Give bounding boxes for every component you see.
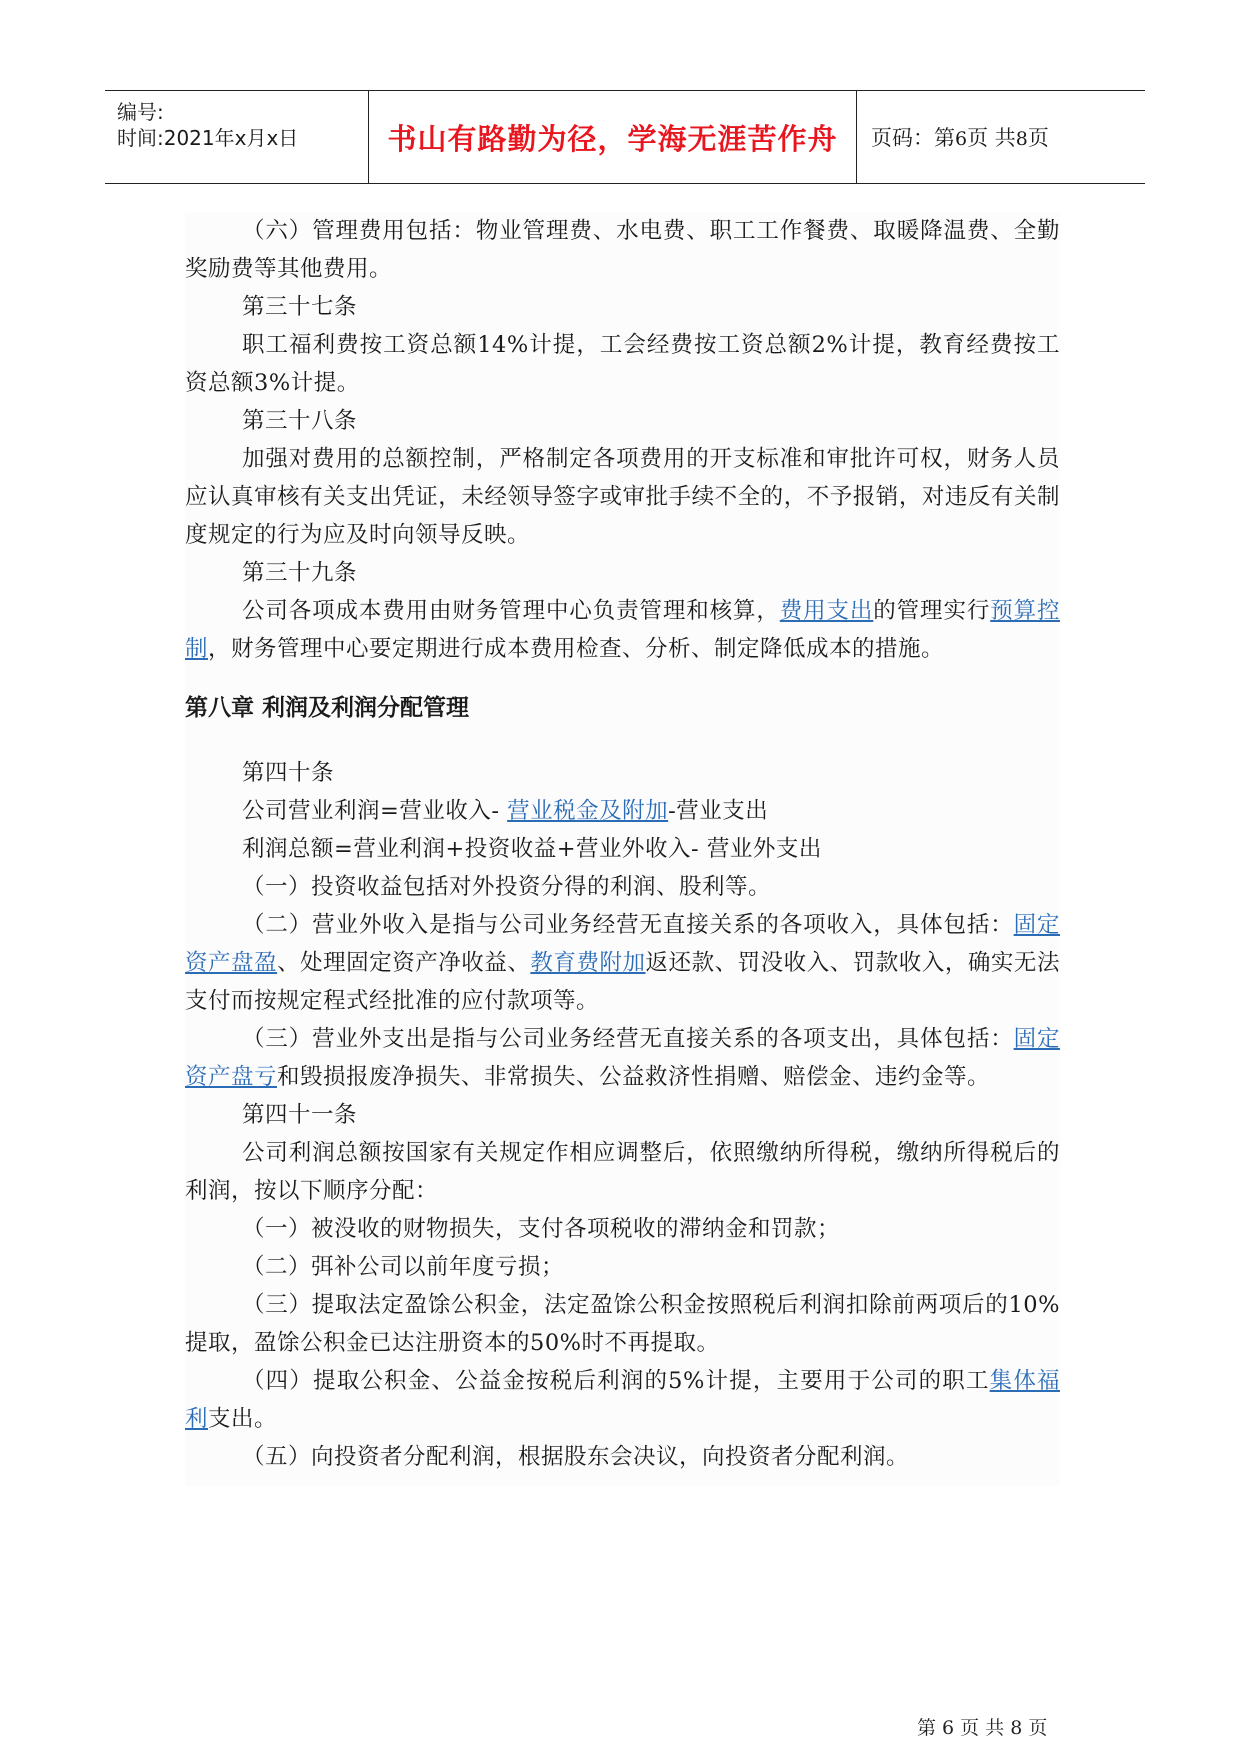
header-page-suffix: 页 xyxy=(1027,126,1049,150)
text-span: -营业支出 xyxy=(668,798,769,824)
paragraph: （一）投资收益包括对外投资分得的利润、股利等。 xyxy=(242,874,772,900)
header-page-mid: 页 共 xyxy=(967,126,1016,150)
link-fixed-asset-loss[interactable]: 固定资产盘亏 xyxy=(185,1026,1060,1090)
text-span: 支出。 xyxy=(208,1406,278,1432)
header-page-cell xyxy=(857,91,1145,183)
header-page-label xyxy=(857,122,1049,152)
header-motto: 书山有路勤为径，学海无涯苦作舟 xyxy=(387,121,838,156)
paragraph: 职工福利费按工资总额14%计提，工会经费按工资总额2%计提，教育经费按工资总额3%计提。 xyxy=(185,332,1060,396)
article-heading: 第三十九条 xyxy=(242,560,358,586)
article-heading: 第四十条 xyxy=(242,760,335,786)
link-fixed-asset-surplus[interactable]: 固定资产盘盈 xyxy=(185,912,1060,976)
paragraph: （五）向投资者分配利润，根据股东会决议，向投资者分配利润。 xyxy=(242,1444,910,1470)
text-span: 的管理实行 xyxy=(873,598,991,624)
document-body xyxy=(185,212,1060,1486)
link-business-tax[interactable]: 营业税金及附加 xyxy=(507,798,669,824)
paragraph xyxy=(185,1020,1060,1096)
link-budget-control[interactable]: 预算控制 xyxy=(185,598,1060,662)
page-footer: 第 6 页 共 8 页 xyxy=(917,1717,1048,1739)
paragraph xyxy=(185,906,1060,1020)
article-heading: 第三十八条 xyxy=(242,408,358,434)
link-collective-welfare[interactable]: 集体福利 xyxy=(185,1368,1060,1432)
text-span: 、处理固定资产净收益、 xyxy=(277,950,531,976)
text-span: （二）营业外收入是指与公司业务经营无直接关系的各项收入，具体包括： xyxy=(242,912,1014,938)
paragraph xyxy=(185,1362,1060,1438)
link-education-surcharge[interactable]: 教育费附加 xyxy=(530,950,646,976)
header-number-label: 编号: xyxy=(117,100,164,124)
text-span: （四）提取公积金、公益金按税后利润的5%计提，主要用于公司的职工 xyxy=(242,1368,990,1394)
text-span: 公司各项成本费用由财务管理中心负责管理和核算， xyxy=(242,598,780,624)
paragraph xyxy=(185,792,1060,830)
paragraph xyxy=(185,592,1060,668)
chapter-title: 第八章 利润及利润分配管理 xyxy=(185,695,470,721)
document-header xyxy=(105,90,1145,184)
text-span: 公司营业利润=营业收入- xyxy=(242,798,508,824)
paragraph: （二）弭补公司以前年度亏损； xyxy=(242,1254,565,1280)
article-heading: 第三十七条 xyxy=(242,294,358,320)
paragraph: （一）被没收的财物损失，支付各项税收的滞纳金和罚款； xyxy=(242,1216,841,1242)
paragraph: 利润总额=营业利润+投资收益+营业外收入- 营业外支出 xyxy=(242,836,822,862)
text-span: 和毁损报废净损失、非常损失、公益救济性捐赠、赔偿金、违约金等。 xyxy=(277,1064,991,1090)
paragraph: （六）管理费用包括：物业管理费、水电费、职工工作餐费、取暖降温费、全勤奖励费等其他费用。 xyxy=(185,218,1060,282)
text-span: （三）营业外支出是指与公司业务经营无直接关系的各项支出，具体包括： xyxy=(242,1026,1014,1052)
paragraph: 加强对费用的总额控制，严格制定各项费用的开支标准和审批许可权，财务人员应认真审核有关支出凭证，未经领导签字或审批手续不全的，不予报销，对违反有关制度规定的行为应及时向领导反映。 xyxy=(185,446,1060,548)
header-page-total: 8 xyxy=(1015,128,1028,150)
header-page-prefix: 页码：第 xyxy=(871,126,955,150)
header-time-label: 时间:2021年x月x日 xyxy=(117,126,299,150)
link-expense[interactable]: 费用支出 xyxy=(779,598,874,624)
header-page-current: 6 xyxy=(955,128,968,150)
text-span: 返还款、罚没收入、罚款收入，确实无法支付而按规定程式经批准的应付款项等。 xyxy=(185,950,1060,1014)
header-meta-cell xyxy=(105,91,369,183)
paragraph: （三）提取法定盈馀公积金，法定盈馀公积金按照税后利润扣除前两项后的10%提取，盈馀公积金已达注册资本的50%时不再提取。 xyxy=(185,1292,1060,1356)
header-motto-cell xyxy=(369,91,857,183)
text-span: ，财务管理中心要定期进行成本费用检查、分析、制定降低成本的措施。 xyxy=(208,636,945,662)
article-heading: 第四十一条 xyxy=(242,1102,358,1128)
paragraph: 公司利润总额按国家有关规定作相应调整后，依照缴纳所得税，缴纳所得税后的利润，按以下顺序分配： xyxy=(185,1140,1060,1204)
